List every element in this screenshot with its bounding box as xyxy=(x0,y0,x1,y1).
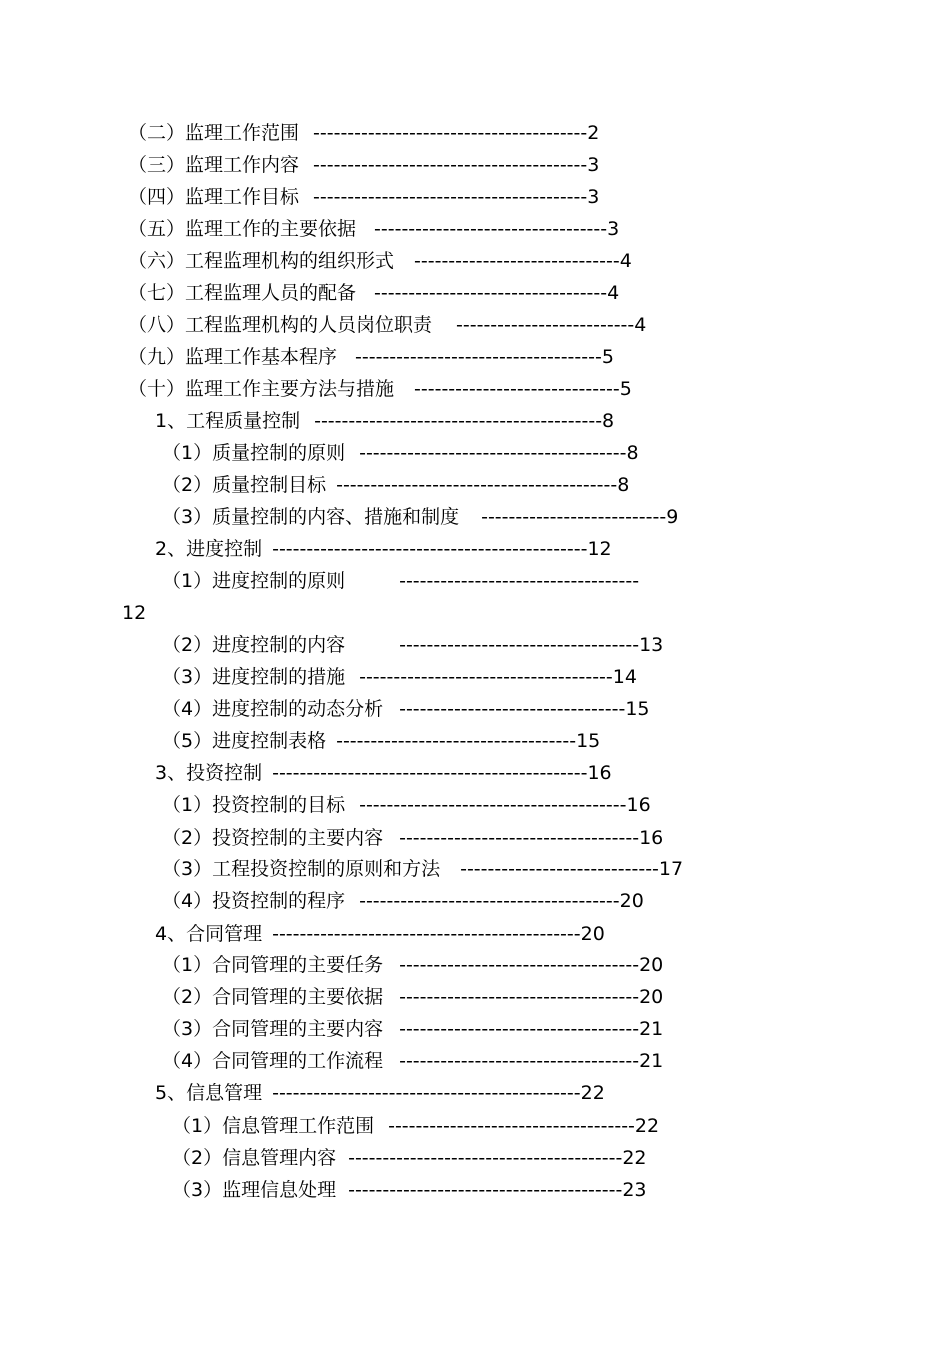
toc-dot-leader: ----------------------------------- xyxy=(399,954,640,976)
toc-page-number: 20 xyxy=(639,954,664,976)
toc-dot-leader: ---------------------------------- xyxy=(374,282,608,304)
toc-page-number: 23 xyxy=(622,1179,647,1201)
toc-entry-label: 4、合同管理 xyxy=(155,923,263,945)
toc-dot-leader: ---------------------------------------------- xyxy=(272,538,588,560)
toc-dot-leader: ----------------------------------- xyxy=(399,1050,640,1072)
toc-page-number: 13 xyxy=(639,634,664,656)
toc-entry-label: （1）合同管理的主要任务 xyxy=(162,954,384,976)
toc-dot-leader: ------------------------------------ xyxy=(355,346,602,368)
toc-dot-leader: ------------------------------------ xyxy=(388,1115,635,1137)
toc-page-number: 20 xyxy=(580,923,605,945)
toc-entry[interactable] xyxy=(155,1081,605,1105)
toc-page-number: 15 xyxy=(625,698,650,720)
toc-entry-label: （2）投资控制的主要内容 xyxy=(162,827,384,849)
toc-dot-leader: ---------------------------------------- xyxy=(313,154,588,176)
toc-entry[interactable] xyxy=(172,1178,647,1202)
toc-dot-leader: ----------------------------------- xyxy=(399,1018,640,1040)
toc-entry-label: （4）进度控制的动态分析 xyxy=(162,698,384,720)
toc-entry-label: （八）工程监理机构的人员岗位职责 xyxy=(128,314,433,336)
toc-page-number: 21 xyxy=(639,1050,664,1072)
toc-dot-leader: --------------------------------------------- xyxy=(272,923,581,945)
toc-entry[interactable] xyxy=(162,569,639,593)
toc-entry-label: （1）信息管理工作范围 xyxy=(172,1115,375,1137)
toc-entry-label: （1）进度控制的原则 xyxy=(162,570,346,592)
toc-dot-leader: --------------------------- xyxy=(481,506,667,528)
toc-dot-leader: ------------------------------ xyxy=(414,378,620,400)
toc-entry[interactable] xyxy=(162,473,629,497)
toc-page-number: 12 xyxy=(122,602,147,624)
toc-entry[interactable] xyxy=(162,441,639,465)
toc-entry[interactable] xyxy=(162,857,683,881)
toc-entry[interactable] xyxy=(162,729,600,753)
toc-dot-leader: ---------------------------------------- xyxy=(313,122,588,144)
toc-page-number: 15 xyxy=(576,730,601,752)
toc-entry[interactable] xyxy=(162,697,650,721)
toc-dot-leader: ------------------------------------- xyxy=(359,666,613,688)
toc-entry-label: （3）质量控制的内容、措施和制度 xyxy=(162,506,460,528)
toc-entry[interactable] xyxy=(128,153,599,177)
toc-entry[interactable] xyxy=(128,345,614,369)
toc-dot-leader: ----------------------------------- xyxy=(399,634,640,656)
toc-entry[interactable] xyxy=(162,985,663,1009)
toc-entry-label: （四）监理工作目标 xyxy=(128,186,300,208)
toc-page-number: 8 xyxy=(602,410,615,432)
toc-entry-label: （5）进度控制表格 xyxy=(162,730,327,752)
toc-entry-label: （1）投资控制的目标 xyxy=(162,794,346,816)
toc-dot-leader: ----------------------------------------- xyxy=(336,474,618,496)
toc-page-number: 5 xyxy=(619,378,632,400)
toc-entry-label: （1）质量控制的原则 xyxy=(162,442,346,464)
toc-page-number: 17 xyxy=(658,858,684,880)
toc-dot-leader: ---------------------------------------- xyxy=(348,1147,623,1169)
toc-page-number: 4 xyxy=(619,250,632,272)
toc-entry-label: （七）工程监理人员的配备 xyxy=(128,282,357,304)
toc-page-number: 22 xyxy=(622,1147,647,1169)
toc-entry[interactable] xyxy=(162,793,651,817)
toc-entry-label: （2）进度控制的内容 xyxy=(162,634,346,656)
toc-entry-label: （五）监理工作的主要依据 xyxy=(128,218,357,240)
toc-dot-leader: ------------------------------------------ xyxy=(314,410,603,432)
toc-entry[interactable] xyxy=(162,665,637,689)
toc-dot-leader: ----------------------------------- xyxy=(399,986,640,1008)
toc-entry[interactable] xyxy=(128,313,646,337)
toc-page-number: 4 xyxy=(607,282,620,304)
toc-entry[interactable] xyxy=(162,826,663,850)
toc-entry[interactable] xyxy=(172,1146,647,1170)
toc-entry-label: （六）工程监理机构的组织形式 xyxy=(128,250,395,272)
toc-entry-wrapped-page xyxy=(122,601,146,625)
toc-entry-label: （九）监理工作基本程序 xyxy=(128,346,338,368)
toc-entry-label: 2、进度控制 xyxy=(155,538,263,560)
toc-page-number: 22 xyxy=(580,1082,605,1104)
toc-entry[interactable] xyxy=(128,249,632,273)
toc-page-number: 21 xyxy=(639,1018,664,1040)
toc-page-number: 3 xyxy=(607,218,620,240)
toc-page-number: 16 xyxy=(587,762,612,784)
toc-dot-leader: ---------------------------------- xyxy=(374,218,608,240)
toc-page-number: 4 xyxy=(634,314,647,336)
toc-dot-leader: ---------------------------------------------- xyxy=(272,762,588,784)
toc-entry-label: 5、信息管理 xyxy=(155,1082,263,1104)
toc-page-number: 3 xyxy=(587,154,600,176)
toc-entry-label: （3）进度控制的措施 xyxy=(162,666,346,688)
toc-dot-leader: -------------------------- xyxy=(456,314,635,336)
toc-entry[interactable] xyxy=(162,953,663,977)
toc-entry-label: （3）工程投资控制的原则和方法 xyxy=(162,858,441,880)
toc-page-number: 8 xyxy=(617,474,630,496)
toc-entry[interactable] xyxy=(172,1114,659,1138)
toc-dot-leader: ----------------------------------- xyxy=(336,730,577,752)
toc-entry[interactable] xyxy=(155,761,612,785)
toc-entry[interactable] xyxy=(155,922,605,946)
toc-dot-leader: --------------------------------- xyxy=(399,698,626,720)
toc-entry[interactable] xyxy=(162,633,663,657)
toc-page-number: 14 xyxy=(612,666,637,688)
toc-entry[interactable] xyxy=(128,121,599,145)
toc-entry-label: （3）合同管理的主要内容 xyxy=(162,1018,384,1040)
toc-entry-label: （2）合同管理的主要依据 xyxy=(162,986,384,1008)
toc-entry[interactable] xyxy=(162,889,644,913)
toc-page-number: 20 xyxy=(619,890,644,912)
toc-page-number: 3 xyxy=(587,186,600,208)
toc-entry[interactable] xyxy=(128,217,619,241)
toc-dot-leader: ------------------------------ xyxy=(414,250,620,272)
toc-page-number: 22 xyxy=(634,1115,660,1137)
toc-entry-label: （三）监理工作内容 xyxy=(128,154,300,176)
toc-entry-label: （4）投资控制的程序 xyxy=(162,890,346,912)
toc-page-number: 9 xyxy=(666,506,679,528)
toc-entry-label: （2）质量控制目标 xyxy=(162,474,327,496)
toc-page-number: 20 xyxy=(639,986,664,1008)
toc-entry-label: 1、工程质量控制 xyxy=(155,410,301,432)
toc-dot-leader: ----------------------------------- xyxy=(399,827,640,849)
toc-entry[interactable] xyxy=(155,537,612,561)
toc-entry[interactable] xyxy=(162,505,678,529)
toc-entry-label: （4）合同管理的工作流程 xyxy=(162,1050,384,1072)
toc-dot-leader: -------------------------------------- xyxy=(359,890,620,912)
toc-entry-label: （十）监理工作主要方法与措施 xyxy=(128,378,395,400)
toc-entry-label: 3、投资控制 xyxy=(155,762,263,784)
toc-dot-leader: --------------------------------------- xyxy=(359,442,627,464)
toc-entry-label: （3）监理信息处理 xyxy=(172,1179,337,1201)
toc-page-number: 8 xyxy=(626,442,639,464)
toc-dot-leader: ----------------------------------- xyxy=(399,570,640,592)
toc-entry[interactable] xyxy=(128,281,619,305)
toc-entry[interactable] xyxy=(162,1017,663,1041)
toc-entry[interactable] xyxy=(162,1049,663,1073)
toc-dot-leader: ---------------------------------------- xyxy=(348,1179,623,1201)
toc-page-number: 16 xyxy=(639,827,664,849)
toc-entry-label: （二）监理工作范围 xyxy=(128,122,300,144)
toc-dot-leader: ---------------------------------------- xyxy=(313,186,588,208)
toc-entry[interactable] xyxy=(155,409,614,433)
toc-page-number: 16 xyxy=(626,794,651,816)
toc-entry-label: （2）信息管理内容 xyxy=(172,1147,337,1169)
toc-dot-leader: ----------------------------- xyxy=(460,858,659,880)
toc-entry[interactable] xyxy=(128,185,599,209)
toc-page-number: 12 xyxy=(587,538,612,560)
toc-page-number: 5 xyxy=(601,346,614,368)
toc-page-number: 2 xyxy=(587,122,600,144)
toc-entry[interactable] xyxy=(128,377,632,401)
toc-dot-leader: --------------------------------------------- xyxy=(272,1082,581,1104)
toc-dot-leader: --------------------------------------- xyxy=(359,794,627,816)
